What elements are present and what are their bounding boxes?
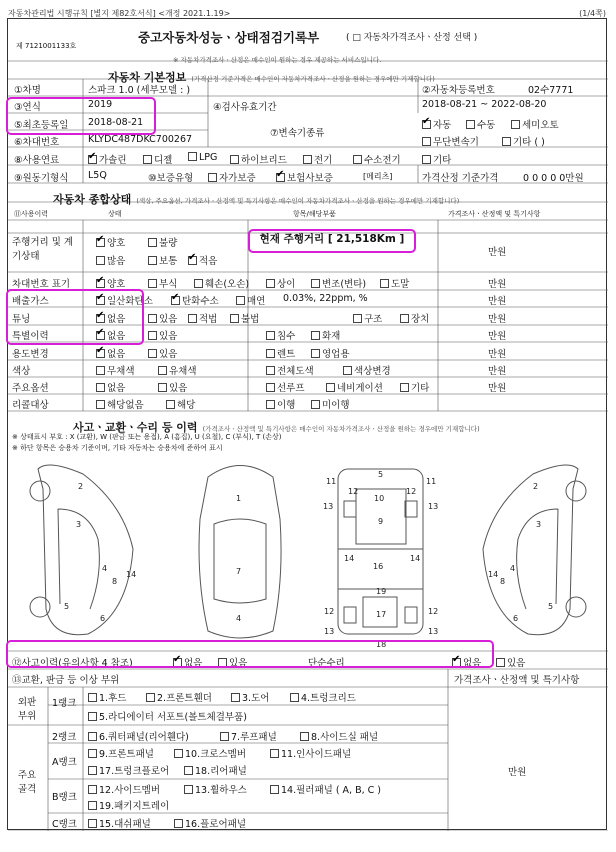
checkbox-icon[interactable] xyxy=(343,366,352,375)
fuel-lpg[interactable]: LPG xyxy=(188,152,217,163)
checkbox-icon[interactable] xyxy=(96,400,105,409)
year-value: 2019 xyxy=(88,99,113,110)
front-num-1: 1 xyxy=(236,494,242,503)
fuel-other[interactable]: 기타 xyxy=(422,152,451,166)
under-num-13c: 13 xyxy=(324,627,335,636)
emission-co[interactable]: ✔ 일산화탄소 xyxy=(96,293,153,307)
name-label: ①차명 xyxy=(14,85,41,96)
usage-price: 만원 xyxy=(488,349,507,360)
under-num-19: 19 xyxy=(376,587,387,596)
checkbox-icon[interactable] xyxy=(230,155,239,164)
rankA-front-panel[interactable]: 9.프론트패널 xyxy=(88,746,154,760)
accident-history-label: ⑫사고이력(유의사항 4 참조) xyxy=(12,658,133,669)
mileage-value: 현재 주행거리 [ 21,518Km ] xyxy=(259,233,405,245)
color-label: 색상 xyxy=(12,366,31,377)
tuning-price: 만원 xyxy=(488,314,507,325)
accident-title-row: 사고ㆍ교환ㆍ수리 등 이력 (가격조사ㆍ산정액 및 특기사항은 매수인이 자동차가격조사ㆍ산정을 원하는 경우에만 기재합니다) xyxy=(73,421,480,434)
checkbox-icon[interactable] xyxy=(326,383,335,392)
right-num-5: 5 xyxy=(548,602,554,611)
under-num-13d: 13 xyxy=(428,627,439,636)
checkbox-icon[interactable] xyxy=(188,314,197,323)
rankB-wheel-house[interactable]: 13.휠하우스 xyxy=(184,782,247,796)
checkbox-icon[interactable] xyxy=(220,732,229,741)
checkbox-icon[interactable] xyxy=(146,693,155,702)
checkbox-icon[interactable] xyxy=(96,256,105,265)
rankC-floor[interactable]: 16.플로어패널 xyxy=(174,816,246,830)
vin-state-painted[interactable]: 도말 xyxy=(380,276,409,290)
rank2-quarter[interactable]: 6.쿼터패널(리어휀다) xyxy=(88,729,189,743)
right-num-8: 8 xyxy=(500,577,506,586)
exchange-title: ⑬교환, 판금 등 이상 부위 xyxy=(12,675,120,686)
usage-rent[interactable]: 렌트 xyxy=(266,346,295,360)
recall-not-done[interactable]: 미이행 xyxy=(311,397,350,411)
checkbox-icon[interactable] xyxy=(174,819,183,828)
tuning-legal[interactable]: 적법 xyxy=(188,311,217,325)
fuel-diesel[interactable]: 디젤 xyxy=(143,152,172,166)
left-num-14: 14 xyxy=(126,570,137,579)
checkbox-icon[interactable] xyxy=(88,819,97,828)
tuning-yes[interactable]: 있음 xyxy=(148,311,177,325)
color-change[interactable]: 색상변경 xyxy=(343,363,391,377)
mileage-bad[interactable]: 불량 xyxy=(148,235,177,249)
under-num-13b: 13 xyxy=(428,502,439,511)
vin-state-corrosion[interactable]: 부식 xyxy=(148,276,177,290)
col-item: 항목/해당부품 xyxy=(293,210,336,218)
left-num-3: 3 xyxy=(76,520,82,529)
check-icon[interactable] xyxy=(88,155,97,164)
checkbox-icon[interactable] xyxy=(236,296,245,305)
checkbox-icon[interactable] xyxy=(266,383,275,392)
color-price: 만원 xyxy=(488,366,507,377)
rankA-label: A랭크 xyxy=(52,757,77,768)
checkbox-icon[interactable] xyxy=(88,712,97,721)
special-flood[interactable]: 침수 xyxy=(266,328,295,342)
checkbox-icon[interactable] xyxy=(270,749,279,758)
left-num-8: 8 xyxy=(112,577,118,586)
checkbox-icon[interactable] xyxy=(266,400,275,409)
recall-done[interactable]: 이행 xyxy=(266,397,295,411)
checkbox-icon[interactable] xyxy=(184,766,193,775)
rank1-fender[interactable]: 2.프론트휀더 xyxy=(146,690,212,704)
vin-state-damaged[interactable]: 훼손(오손) xyxy=(194,276,249,290)
checkbox-icon[interactable] xyxy=(290,693,299,702)
emission-smoke[interactable]: 매연 xyxy=(236,293,265,307)
rank1-label: 1랭크 xyxy=(52,698,77,709)
checkbox-icon[interactable] xyxy=(230,314,239,323)
trans-other[interactable]: 기타 ( ) xyxy=(502,134,545,148)
option-navigation[interactable]: 네비게이션 xyxy=(326,380,383,394)
warranty-note: [메리츠] xyxy=(363,172,393,181)
vin-state-label: 차대번호 표기 xyxy=(12,279,71,290)
special-price: 만원 xyxy=(488,331,507,342)
repair-none[interactable]: ✔ 없음 xyxy=(452,655,481,669)
trans-manual[interactable]: 수동 xyxy=(466,117,495,131)
left-num-5: 5 xyxy=(64,602,70,611)
special-none[interactable]: ✔ 없음 xyxy=(96,328,125,342)
tuning-structure[interactable]: 구조 xyxy=(353,311,382,325)
under-num-9: 9 xyxy=(378,517,384,526)
under-num-18: 18 xyxy=(376,640,387,649)
fuel-gasoline[interactable]: ✔ 가솔린 xyxy=(88,152,127,166)
tuning-device[interactable]: 장치 xyxy=(400,311,429,325)
option-none[interactable]: 없음 xyxy=(96,380,125,394)
mileage-good[interactable]: ✔양호 xyxy=(96,235,125,249)
reg-label: ②자동차등록번호 xyxy=(422,85,495,96)
checkbox-icon[interactable] xyxy=(311,400,320,409)
under-num-10: 10 xyxy=(374,494,385,503)
option-other[interactable]: 기타 xyxy=(400,380,429,394)
rankC-dash[interactable]: 15.대쉬패널 xyxy=(88,816,151,830)
check-icon[interactable] xyxy=(188,256,197,265)
trans-cvt[interactable]: 무단변속기 xyxy=(422,134,479,148)
checkbox-icon[interactable] xyxy=(96,366,105,375)
form-subtitle: ※ 자동차가격조사ㆍ산정은 매수인이 원하는 경우 제공하는 서비스입니다. xyxy=(173,56,382,64)
checkbox-icon[interactable] xyxy=(422,137,431,146)
rankA-cross-member[interactable]: 10.크로스멤버 xyxy=(174,746,246,760)
right-num-3: 3 xyxy=(536,520,542,529)
usage-label: 용도변경 xyxy=(12,349,49,360)
checkbox-icon[interactable] xyxy=(266,366,275,375)
col-usage: ⑪사용이력 xyxy=(14,210,49,218)
motor-value: L5Q xyxy=(88,170,107,181)
tuning-label: 튜닝 xyxy=(12,314,31,325)
rankA-inside-panel[interactable]: 11.인사이드패널 xyxy=(270,746,351,760)
tuning-illegal[interactable]: 불법 xyxy=(230,311,259,325)
repair-yes[interactable]: 있음 xyxy=(496,655,525,669)
check-icon[interactable] xyxy=(96,238,105,247)
rankB-pillar[interactable]: 14.필러패널 ( A, B, C ) xyxy=(270,782,381,796)
color-chromatic[interactable]: 유채색 xyxy=(158,363,197,377)
checkbox-icon[interactable] xyxy=(184,785,193,794)
emission-values: 0.03%, 22ppm, % xyxy=(283,293,368,304)
col-state: 상태 xyxy=(108,210,122,218)
checkbox-icon[interactable] xyxy=(88,785,97,794)
recall-label: 리콜대상 xyxy=(12,400,49,411)
checkbox-icon[interactable] xyxy=(300,732,309,741)
warranty-label: ⑩보증유형 xyxy=(148,173,194,184)
col-price: 가격조사ㆍ산정액 및 특기사항 xyxy=(448,210,541,218)
checkbox-icon[interactable] xyxy=(466,120,475,129)
main-frame-label: 주요 골격 xyxy=(17,770,37,795)
emission-price: 만원 xyxy=(488,296,507,307)
first-reg-value: 2018-08-21 xyxy=(88,117,144,128)
first-reg-label: ⑤최초등록일 xyxy=(14,120,69,131)
checkbox-icon[interactable] xyxy=(303,155,312,164)
checkbox-icon[interactable] xyxy=(353,314,362,323)
fuel-hydrogen[interactable]: 수소전기 xyxy=(353,152,401,166)
under-num-17: 17 xyxy=(376,610,387,619)
left-num-2: 2 xyxy=(78,482,84,491)
simple-repair-label: 단순수리 xyxy=(308,658,345,669)
check-icon[interactable] xyxy=(96,349,105,358)
front-num-7: 7 xyxy=(236,567,242,576)
front-num-4: 4 xyxy=(236,614,242,623)
header-right: (1/4쪽) xyxy=(579,9,606,18)
check-icon[interactable] xyxy=(276,173,285,182)
checkbox-icon[interactable] xyxy=(174,749,183,758)
checkbox-icon[interactable] xyxy=(422,155,431,164)
check-icon[interactable] xyxy=(96,279,105,288)
vin-state-price: 만원 xyxy=(488,279,507,290)
reg-value: 02수7771 xyxy=(528,85,574,96)
option-price: 만원 xyxy=(488,383,507,394)
trans-label: ⑦변속기종류 xyxy=(270,128,325,139)
rankC-label: C랭크 xyxy=(52,819,77,830)
checkbox-icon[interactable] xyxy=(148,238,157,247)
right-num-6: 6 xyxy=(513,614,519,623)
valid-label: ④검사유효기간 xyxy=(213,102,277,113)
checkbox-icon[interactable] xyxy=(88,732,97,741)
form-title-option: ( □ 자동차가격조사ㆍ산정 선택 ) xyxy=(346,33,478,43)
under-num-12c: 12 xyxy=(324,607,335,616)
warranty-insurer[interactable]: ✔ 보험사보증 xyxy=(276,170,333,184)
price-value: 0 0 0 0 0만원 xyxy=(523,173,584,184)
exchange-price-head: 가격조사ㆍ산정액 및 특기사항 xyxy=(454,675,580,686)
highlight-tuning-special-usage xyxy=(6,289,144,345)
under-num-16: 16 xyxy=(373,562,384,571)
fuel-electric[interactable]: 전기 xyxy=(303,152,332,166)
warranty-self[interactable]: 자가보증 xyxy=(208,170,256,184)
checkbox-icon[interactable] xyxy=(166,400,175,409)
checkbox-icon[interactable] xyxy=(148,349,157,358)
option-yes[interactable]: 있음 xyxy=(158,380,187,394)
option-label: 주요옵션 xyxy=(12,383,49,394)
usage-none[interactable]: ✔ 없음 xyxy=(96,346,125,360)
form-number: 제 7121001133호 xyxy=(16,42,77,50)
rankB-label: B랭크 xyxy=(52,792,77,803)
fuel-hybrid[interactable]: 하이브리드 xyxy=(230,152,287,166)
outer-panel-label: 외판 부위 xyxy=(17,697,37,722)
highlight-accident xyxy=(6,640,494,668)
usage-yes[interactable]: 있음 xyxy=(148,346,177,360)
trans-semi[interactable]: 세미오토 xyxy=(511,117,559,131)
name-value: 스파크 1.0 (세부모델 : ) xyxy=(88,85,191,96)
vin-label: ⑥차대번호 xyxy=(14,137,60,148)
checkbox-icon[interactable] xyxy=(231,693,240,702)
color-achromatic[interactable]: 무채색 xyxy=(96,363,135,377)
under-num-12a: 12 xyxy=(348,487,359,496)
checkbox-icon[interactable] xyxy=(88,766,97,775)
under-num-12b: 12 xyxy=(406,487,417,496)
checkbox-icon[interactable] xyxy=(143,155,152,164)
right-num-2: 2 xyxy=(533,482,539,491)
mileage-price: 만원 xyxy=(488,247,507,258)
rankA-trunk-floor[interactable]: 17.트렁크플로어 xyxy=(88,763,169,777)
recall-yes[interactable]: 해당 xyxy=(166,397,195,411)
highlight-year-firstreg xyxy=(6,97,156,135)
checkbox-icon[interactable] xyxy=(380,279,389,288)
checkbox-icon[interactable] xyxy=(208,173,217,182)
checkbox-icon[interactable] xyxy=(400,383,409,392)
checkbox-icon[interactable] xyxy=(148,331,157,340)
checkbox-icon[interactable] xyxy=(158,383,167,392)
rankA-rear-panel[interactable]: 18.리어패널 xyxy=(184,763,247,777)
rankB-side-member[interactable]: 12.사이드멤버 xyxy=(88,782,160,796)
under-num-14b: 14 xyxy=(410,554,421,563)
accident-yes[interactable]: 있음 xyxy=(218,655,247,669)
checkbox-icon[interactable] xyxy=(96,383,105,392)
under-num-11b: 11 xyxy=(426,477,437,486)
fuel-label: ⑧사용연료 xyxy=(14,155,60,166)
checkbox-icon[interactable] xyxy=(88,801,97,810)
tuning-none[interactable]: ✔ 없음 xyxy=(96,311,125,325)
checkbox-icon[interactable] xyxy=(496,658,505,667)
checkbox-icon[interactable] xyxy=(88,749,97,758)
form-title: 중고자동차성능ㆍ상태점검기록부 xyxy=(138,30,320,45)
special-label: 특별이력 xyxy=(12,331,49,342)
under-num-14a: 14 xyxy=(344,554,355,563)
motor-label: ⑨원동기형식 xyxy=(14,173,69,184)
exchange-price: 만원 xyxy=(508,767,527,778)
rank2-roof[interactable]: 7.루프패널 xyxy=(220,729,277,743)
rankB-package-tray[interactable]: 19.패키지트레이 xyxy=(88,798,169,812)
rank1-radiator[interactable]: 5.라디에이터 서포트(볼트체결부품) xyxy=(88,709,247,723)
vin-value: KLYDC487DKC700267 xyxy=(88,134,193,145)
checkbox-icon[interactable] xyxy=(511,120,520,129)
rank1-door[interactable]: 3.도어 xyxy=(231,690,269,704)
accident-none[interactable]: ✔ 없음 xyxy=(173,655,202,669)
color-full-paint[interactable]: 전체도색 xyxy=(266,363,314,377)
special-fire[interactable]: 화재 xyxy=(311,328,340,342)
emission-hc[interactable]: ✔ 탄화수소 xyxy=(171,293,219,307)
accident-legend-2: ※ 하단 항목은 승용차 기준이며, 기타 자동차는 승용차에 준하여 표시 xyxy=(12,444,223,452)
right-num-4: 4 xyxy=(510,564,516,573)
checkbox-icon[interactable] xyxy=(311,349,320,358)
checkbox-icon[interactable] xyxy=(400,314,409,323)
rank2-label: 2랭크 xyxy=(52,732,77,743)
checkbox-icon[interactable] xyxy=(311,331,320,340)
price-label: 가격산정 기준가격 xyxy=(422,173,499,184)
checkbox-icon[interactable] xyxy=(266,349,275,358)
valid-value: 2018-08-21 ~ 2022-08-20 xyxy=(422,99,547,110)
under-num-5: 5 xyxy=(378,470,384,479)
option-sunroof[interactable]: 선루프 xyxy=(266,380,305,394)
checkbox-icon[interactable] xyxy=(148,279,157,288)
rank1-hood[interactable]: 1.후드 xyxy=(88,690,126,704)
checkbox-icon[interactable] xyxy=(194,279,203,288)
emission-label: 배출가스 xyxy=(12,296,49,307)
under-num-11a: 11 xyxy=(326,477,337,486)
checkbox-icon[interactable] xyxy=(148,314,157,323)
checkbox-icon[interactable] xyxy=(266,279,275,288)
under-num-13a: 13 xyxy=(323,502,334,511)
year-label: ③연식 xyxy=(14,102,41,113)
checkbox-icon[interactable] xyxy=(311,279,320,288)
right-num-14: 14 xyxy=(488,570,499,579)
checkbox-icon[interactable] xyxy=(270,785,279,794)
under-num-12d: 12 xyxy=(428,607,439,616)
checkbox-icon[interactable] xyxy=(88,693,97,702)
mileage-label: 주행거리 및 계기상태 xyxy=(12,237,74,262)
left-num-6: 6 xyxy=(100,614,106,623)
form-frame xyxy=(7,18,607,830)
usage-business[interactable]: 영업용 xyxy=(311,346,350,360)
overall-title-row: 자동차 종합상태 (색상, 주요옵션, 가격조사ㆍ산정액 및 특기사항은 매수인이 자동차가격조사ㆍ산정을 원하는 경우에만 기재합니다) xyxy=(53,193,460,206)
checkbox-icon[interactable] xyxy=(188,152,197,161)
mileage-high[interactable]: 많음 xyxy=(96,253,125,267)
checkbox-icon[interactable] xyxy=(158,366,167,375)
rank1-trunk[interactable]: 4.트렁크리드 xyxy=(290,690,356,704)
vin-state-altered[interactable]: 변조(변타) xyxy=(311,276,366,290)
checkbox-icon[interactable] xyxy=(266,331,275,340)
checkbox-icon[interactable] xyxy=(353,155,362,164)
header-left: 자동차관리법 시행규칙 [별지 제82호서식] <개정 2021.1.19> xyxy=(8,9,231,18)
accident-legend: ※ 상태표시 부호 : X (교환), W (판금 또는 용접), A (흠집), U (요철), C (부식), T (손상) xyxy=(12,433,282,441)
vin-state-different[interactable]: 상이 xyxy=(266,276,295,290)
left-num-4: 4 xyxy=(102,564,108,573)
checkbox-icon[interactable] xyxy=(148,256,157,265)
basic-title-row: 자동차 기본정보 (가격산정 기준가격은 매수인이 자동차가격조사ㆍ산정을 원하는 경우에만 기재합니다) xyxy=(108,71,435,84)
check-icon[interactable] xyxy=(171,296,180,305)
mileage-mid[interactable]: 보통 xyxy=(148,253,177,267)
check-icon[interactable] xyxy=(422,120,431,129)
checkbox-icon[interactable] xyxy=(502,137,511,146)
trans-auto[interactable]: ✔자동 xyxy=(422,117,451,131)
recall-none[interactable]: 해당없음 xyxy=(96,397,144,411)
mileage-highlight xyxy=(248,229,416,253)
special-yes[interactable]: 있음 xyxy=(148,328,177,342)
vin-state-good[interactable]: ✔ 양호 xyxy=(96,276,125,290)
mileage-low[interactable]: ✔ 적음 xyxy=(188,253,217,267)
rank2-side-sill[interactable]: 8.사이드실 패널 xyxy=(300,729,378,743)
car-diagrams xyxy=(8,449,608,649)
